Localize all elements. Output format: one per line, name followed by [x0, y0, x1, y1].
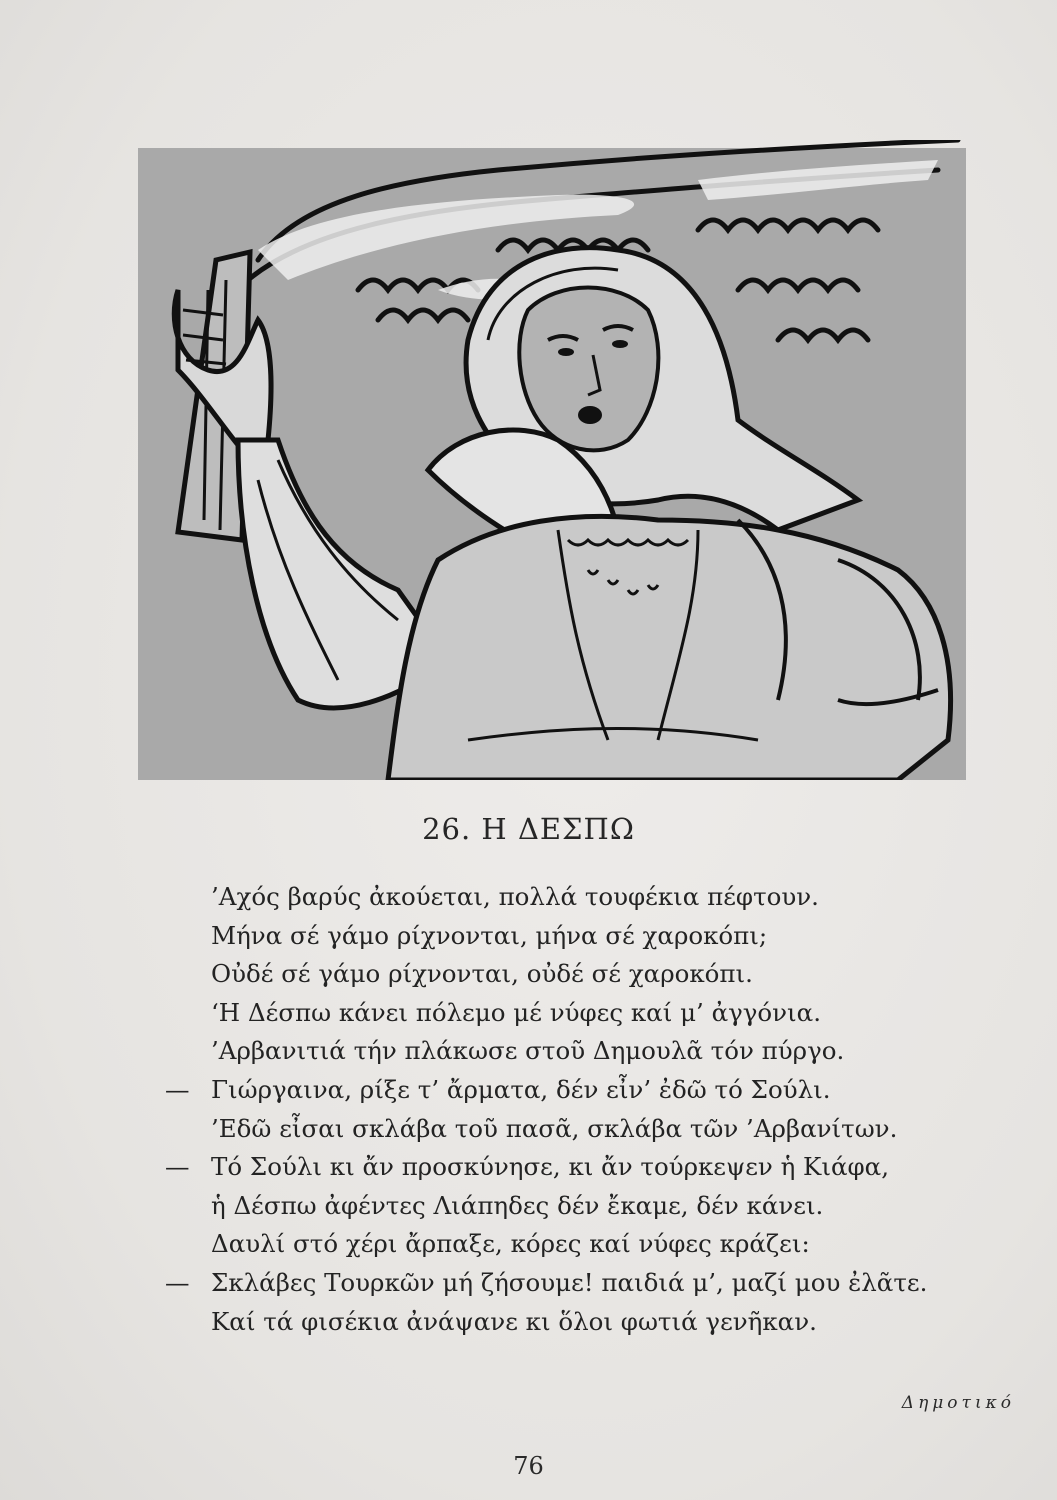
dress [388, 516, 951, 780]
poem-line: — Τό Σούλι κι ἄν προσκύνησε, κι ἄν τούρκεψεν ἡ Κιάφα, [165, 1152, 889, 1182]
page-number: 76 [513, 1452, 544, 1480]
woodcut-illustration-despo [138, 140, 966, 780]
poem-body [165, 878, 1045, 1341]
illustration-svg [138, 140, 966, 780]
poem-title: 26. Η ΔΕΣΠΩ [422, 812, 635, 846]
poem-line: ’Αρβανιτιά τήν πλάκωσε στοῦ Δημουλᾶ τόν πύργο. [211, 1036, 845, 1066]
source-attribution: Δημοτικό [901, 1393, 1015, 1413]
poem-line: ἡ Δέσπω ἀφέντες Λιάπηδες δέν ἔκαμε, δέν κάνει. [211, 1190, 824, 1220]
poem-line: — Σκλάβες Τουρκῶν μή ζήσουμε! παιδιά μ’, μαζί μου ἐλᾶτε. [165, 1267, 928, 1297]
poem-line: ’Αχός βαρύς ἀκούεται, πολλά τουφέκια πέφτουν. [211, 882, 819, 911]
poem-line: Καί τά φισέκια ἀνάψανε κι ὅλοι φωτιά γενῆκαν. [211, 1306, 817, 1336]
poem-line: — Γιώργαινα, ρίξε τ’ ἄρματα, δέν εἶν’ ἐδῶ τό Σούλι. [165, 1074, 831, 1104]
poem-line: Μήνα σέ γάμο ρίχνονται, μήνα σέ χαροκόπι; [211, 920, 768, 950]
poem-line: ’Εδῶ εἶσαι σκλάβα τοῦ πασᾶ, σκλάβα τῶν ’Αρβανίτων. [211, 1113, 898, 1143]
poem-line: ‘Η Δέσπω κάνει πόλεμο μέ νύφες καί μ’ ἀγγόνια. [211, 997, 821, 1027]
poem-line: Οὐδέ σέ γάμο ρίχνονται, οὐδέ σέ χαροκόπι. [211, 959, 753, 989]
poem-line: Δαυλί στό χέρι ἄρπαξε, κόρες καί νύφες κράζει: [211, 1229, 810, 1259]
woman-face [519, 288, 658, 451]
